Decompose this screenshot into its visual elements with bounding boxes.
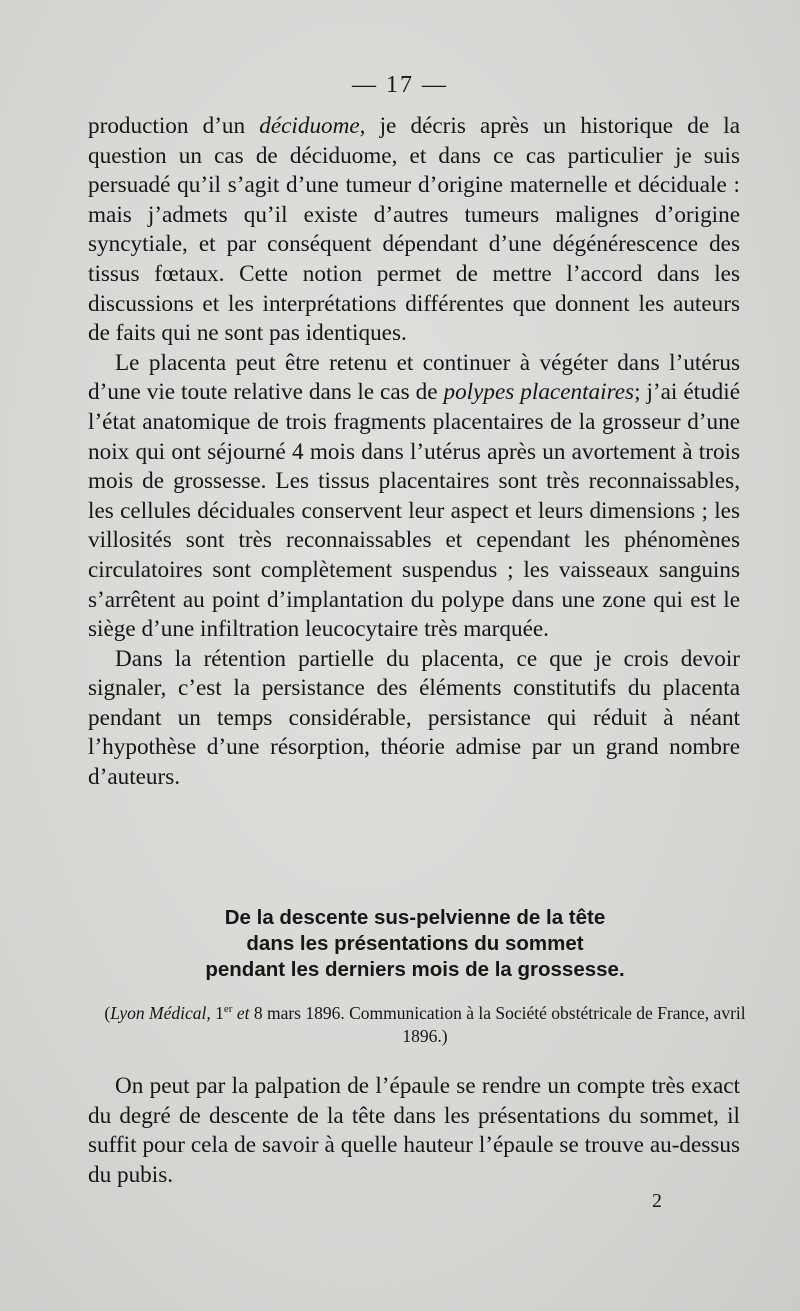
citation-ordinal: er bbox=[223, 1003, 233, 1015]
paragraph-polypes-start: Le placenta peut être retenu et continuer à végéter dans l’utérus d’une vie toute relative dans le cas de bbox=[88, 349, 740, 406]
citation-journal: Lyon Médical, bbox=[110, 1002, 211, 1023]
section-heading-line-3: pendant les derniers mois de la grossesse. bbox=[205, 958, 625, 981]
signature-mark: 2 bbox=[652, 1190, 662, 1212]
citation-note bbox=[95, 998, 755, 1048]
paragraph-retention: Dans la rétention partielle du placenta, ce que je crois devoir signaler, c’est la persistance des éléments constitutifs du placenta pendant un temps considérable, persistance qui réduit à néant l’hypothèse d’une résorption, théorie admise par un grand nombre d’auteurs. bbox=[88, 645, 740, 791]
paragraph-polypes-rest: ; j’ai étudié l’état anatomique de trois fragments placentaires de la grosseur d’une noix qui ont séjourné 4 mois dans l’utérus après un avortement à trois mois de grossesse. Les tissus placentaires sont très reconnaissables, les cellules déciduales conservent leur aspect et leurs dimensions ; les villosités sont très reconnaissables et cependant les phénomènes circulatoires sont complètement suspendus ; les vaisseaux sanguins s’arrêtent au point d’implantation du polype dans une zone qui est le siège d’une infiltration leucocytaire très marquée. bbox=[88, 379, 740, 643]
term-deciduome: déciduome, bbox=[259, 113, 366, 139]
paragraph-deciduome-start: production d’un bbox=[88, 113, 260, 139]
citation-details: 8 mars 1896. Communication à la Société obstétricale de France, avril 1896.) bbox=[249, 1002, 746, 1046]
citation-et: et bbox=[232, 1002, 250, 1023]
section-heading bbox=[110, 905, 720, 983]
paragraph-polypes bbox=[88, 349, 740, 645]
section-heading-line-1: De la descente sus-pelvienne de la tête bbox=[224, 906, 606, 929]
body-text-lower bbox=[88, 1072, 740, 1190]
paragraph-deciduome bbox=[88, 112, 740, 349]
paragraph-palpation: On peut par la palpation de l’épaule se rendre un compte très exact du degré de descente de la tête dans les présentations du sommet, il suffit pour cela de savoir à quelle hauteur l’épaule se trouve au-dessus du pubis. bbox=[88, 1073, 740, 1188]
citation-open-paren: ( bbox=[104, 1002, 111, 1023]
section-heading-line-2: dans les présentations du sommet bbox=[246, 932, 584, 955]
page-number: — 17 — bbox=[352, 72, 448, 98]
term-polypes-placentaires: polypes placentaires bbox=[443, 379, 635, 406]
paragraph-deciduome-rest: je décris après un historique de la question un cas de déciduome, et dans ce cas particulier je suis persuadé qu’il s’agit d’une tumeur d’origine maternelle et déciduale : mais j’admets qu’il existe d’autres tumeurs malignes d’origine syncytiale, et par conséquent dépendant d’une dégénérescence des tissus fœtaux. Cette notion permet de mettre l’accord dans les discussions et les interprétations différentes que donnent les auteurs de faits qui ne sont pas identiques. bbox=[88, 113, 740, 347]
body-text-upper bbox=[88, 112, 740, 793]
citation-day: 1 bbox=[210, 1002, 224, 1023]
